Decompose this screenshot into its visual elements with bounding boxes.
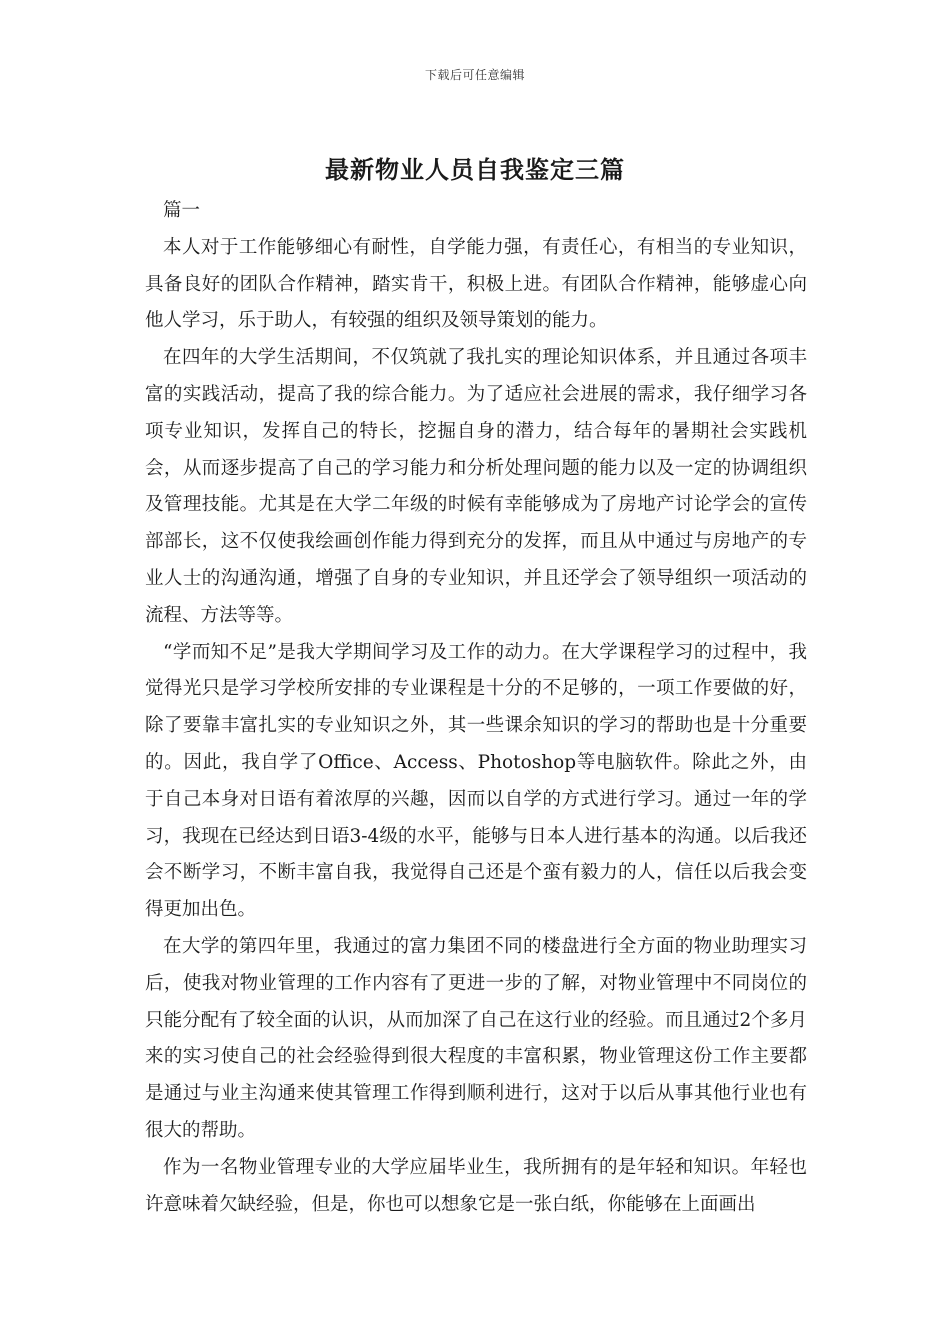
paragraph-4: 在大学的第四年里，我通过的富力集团不同的楼盘进行全方面的物业助理实习后，使我对物业管理的工作内容有了更进一步的了解，对物业管理中不同岗位的只能分配有了较全面的认识，从而加深了自己在这行业的经验。而且通过2个多月来的实习使自己的社会经验得到很大程度的丰富积累，物业管理这份工作主要都是通过与业主沟通来使其管理工作得到顺利进行，这对于以后从事其他行业也有很大的帮助。 (145, 935, 807, 1141)
section-label: 篇一 (163, 200, 201, 221)
paragraph-5: 作为一名物业管理专业的大学应届毕业生，我所拥有的是年轻和知识。年轻也许意味着欠缺经验，但是，你也可以想象它是一张白纸，你能够在上面画出 (145, 1156, 807, 1215)
paragraph-3: “学而知不足”是我大学期间学习及工作的动力。在大学课程学习的过程中，我觉得光只是学习学校所安排的专业课程是十分的不足够的，一项工作要做的好，除了要靠丰富扎实的专业知识之外，其一些课余知识的学习的帮助也是十分重要的。因此，我自学了Office、Access、Photoshop等电脑软件。除此之外，由于自己本身对日语有着浓厚的兴趣，因而以自学的方式进行学习。通过一年的学习，我现在已经达到日语3-4级的水平，能够与日本人进行基本的沟通。以后我还会不断学习，不断丰富自我，我觉得自己还是个蛮有毅力的人，信任以后我会变得更加出色。 (145, 641, 807, 921)
paragraph-2: 在四年的大学生活期间，不仅筑就了我扎实的理论知识体系，并且通过各项丰富的实践活动，提高了我的综合能力。为了适应社会进展的需求，我仔细学习各项专业知识，发挥自己的特长，挖掘自身的潜力，结合每年的暑期社会实践机会，从而逐步提高了自己的学习能力和分析处理问题的能力以及一定的协调组织及管理技能。尤其是在大学二年级的时候有幸能够成为了房地产讨论学会的宣传部部长，这不仅使我绘画创作能力得到充分的发挥，而且从中通过与房地产的专业人士的沟通沟通，增强了自身的专业知识，并且还学会了领导组织一项活动的流程、方法等等。 (145, 347, 807, 626)
paragraph-1: 本人对于工作能够细心有耐性，自学能力强，有责任心，有相当的专业知识，具备良好的团队合作精神，踏实肯干，积极上进。有团队合作精神，能够虚心向他人学习，乐于助人，有较强的组织及领导策划的能力。 (145, 236, 807, 332)
document-title: 最新物业人员自我鉴定三篇 (325, 155, 625, 184)
header-note: 下载后可任意编辑 (424, 68, 525, 82)
document-body (145, 193, 807, 1223)
